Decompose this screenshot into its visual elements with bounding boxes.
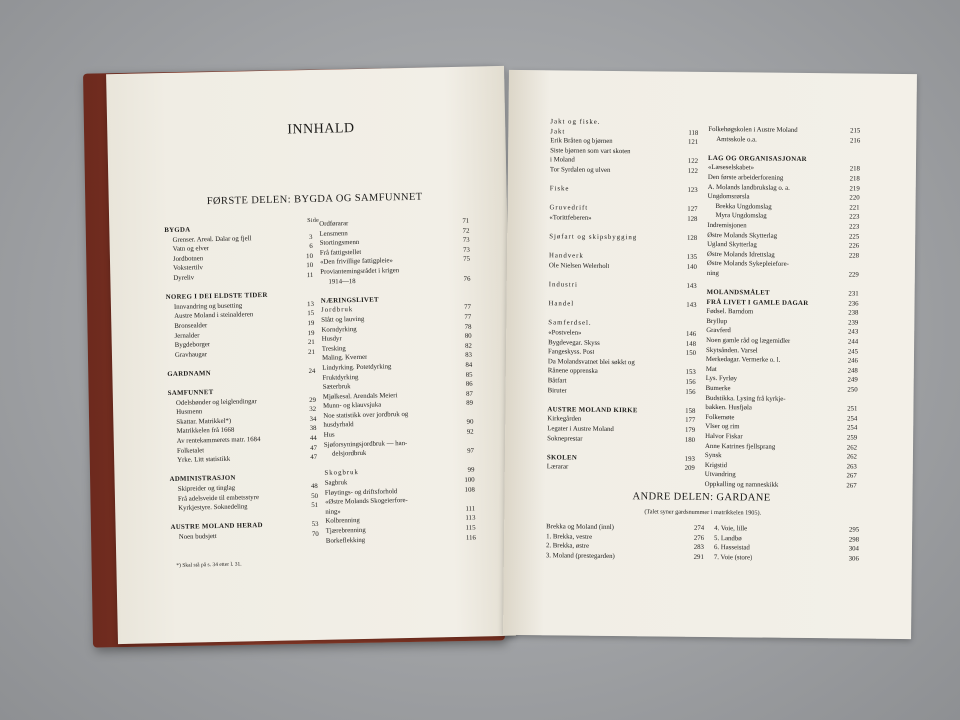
entry-title: Grenser. Areal. Dalar og fjell [172,234,252,244]
entry-title: Da Molandsvatnet blei søkkt og [547,358,635,367]
page-number: 153 [685,369,696,377]
entry-title: 5. Landbø [714,534,742,542]
entry-title: Brekka Ungdomslag [715,202,772,211]
page-number: 143 [686,302,697,310]
entry-title: «Den frivillige fattigpleie» [319,257,393,267]
entry-title: Innvandring og busetting [173,302,243,311]
page-number: 193 [684,455,695,463]
entry-title: Husdyr [321,335,342,343]
entry-title: Mat [705,365,717,373]
page-number: 259 [846,434,858,442]
section-title: NÆRINGSLIVET [320,296,379,305]
page-number: 92 [466,428,474,436]
page-number: 276 [693,534,705,542]
entry-title: Austre Moland i steinalderen [174,311,254,321]
page-number: 87 [465,390,473,398]
page-number: 245 [847,348,859,356]
page-number: 128 [686,234,698,242]
page-number: 127 [687,206,698,214]
entry-title: Ole Nielsen Welerholt [548,262,610,270]
page-number: 76 [463,275,471,283]
entry-title: Lærarar [546,463,569,471]
side-label: Side [307,217,320,225]
page-number: 78 [464,323,472,331]
section-title: AUSTRE MOLAND KIRKE [547,406,638,415]
page-number: 298 [848,536,860,544]
entry-title: Gruvedrift [549,204,589,213]
toc-column-d [705,125,861,491]
entry-title: Frå adelsveide til embetsstyre [177,493,260,503]
section-title: ADMINISTRASJON [169,475,236,484]
toc-entry [326,533,476,546]
entry-title: Gravhaugar [174,350,208,359]
entry-title: Erik Bråten og bjørnen [550,137,613,146]
entry-title: Noen budsjett [178,533,217,541]
entry-title: Vatn og elver [172,245,210,254]
page-number: 177 [685,417,696,425]
page-number: 19 [307,329,315,337]
page-number: 83 [465,351,473,360]
entry-title: Industri [548,281,578,289]
entry-title: Tresking [321,344,346,353]
page-number: 219 [849,185,860,193]
page-number: 263 [846,463,857,471]
page-number: 11 [306,271,314,280]
entry-title: 4. Voie, lille [714,525,748,533]
page-number: 239 [848,319,859,327]
entry-title: Jordbruk [320,306,354,315]
page-number: 32 [309,406,317,414]
page-number: 100 [464,476,475,484]
entry-title: «Torittfeberen» [549,214,592,222]
section-title: BYGDA [164,226,191,235]
page-number: 216 [850,137,861,145]
section-title: SAMFUNNET [167,389,214,398]
page-number: 238 [848,309,859,317]
entry-title: Hus [323,431,335,439]
entry-title: Folkemøte [705,413,735,422]
entry-title: Bryllup [706,317,728,326]
page-number: 244 [847,338,859,346]
toc-entry [705,480,857,491]
page-number: 75 [463,256,471,264]
page-number: 77 [464,313,472,321]
entry-title: Jakt [550,127,566,136]
entry-title: Borkeflekking [325,536,366,545]
footnote: *) Skal stå på s. 34 etter l. 31. [176,561,242,569]
page-number: 254 [847,415,858,423]
page-number: 21 [307,339,315,347]
entry-title: Stortingsmenn [319,239,360,247]
entry-title: Husmenn [176,408,203,417]
part-two-note: (Talet syner gardsnummer i matrikkelen 1905). [644,508,762,517]
page-number: 156 [685,378,696,386]
page-number: 70 [311,530,319,539]
page-number: 122 [687,158,699,166]
page-number: 274 [693,524,705,532]
page-number: 223 [849,213,860,221]
entry-title: Halvor Fiskar [705,432,743,441]
page-number: 97 [467,447,475,455]
entry-title: Sæterbruk [322,383,351,391]
page-number: 73 [462,246,470,254]
page-number: 179 [684,426,696,434]
page-number: 158 [685,407,696,415]
page-number: 10 [306,252,314,260]
page-number: 50 [311,492,319,500]
entry-title: Skattar. Matrikkel*) [176,417,232,426]
page-number: 118 [688,129,699,137]
entry-title: Dyreliv [173,274,195,282]
entry-title: Utvandring [704,471,736,479]
page-number: 34 [309,415,317,423]
entry-title: Myra Ungdomslag [715,212,767,220]
left-page [106,66,516,644]
entry-title: Bumerke [705,384,731,393]
entry-title: Ungdomsrørsla [707,193,750,201]
entry-title: Østre Molands Skytterlag [707,231,778,240]
entry-title: Skipreider og tinglag [177,484,236,493]
page-number: 262 [846,444,858,452]
page-number: 209 [684,465,695,473]
entry-title: Bygdevegar. Skyss [548,338,600,347]
page-number: 143 [686,282,697,290]
page-number: 283 [693,544,705,552]
entry-title: Slått og lauving [321,315,365,324]
page-number: 47 [310,454,318,462]
section-title: LAG OG ORGANISASJONAR [708,154,807,163]
page-number: 44 [309,434,317,443]
toc-entry [546,551,704,562]
entry-title: Lensmenn [319,229,348,238]
entry-title: Kirkegården [547,415,582,424]
page-number: 19 [307,319,315,328]
entry-title: 6. Hasseistad [713,544,750,552]
page-number: 236 [848,300,859,308]
page-number: 267 [846,472,857,480]
entry-title: Lindyrking. Potetdyrking [322,363,392,372]
entry-title: Fiske [549,185,570,193]
page-number: 77 [464,303,472,312]
entry-title: Handel [548,300,575,308]
entry-title: Maling. Kverner [322,354,368,363]
entry-title: Gravferd [706,327,731,335]
page-number: 121 [687,138,699,147]
entry-title: Østre Molands Idrettslag [707,250,775,259]
page-number: 6 [309,243,313,251]
page-number: 215 [850,127,861,135]
entry-title: Rånene opprenska [547,367,598,376]
page-number: 218 [849,175,860,183]
page-number: 10 [306,262,314,270]
page-number: 248 [847,367,858,375]
entry-title: Tor Syrdalen og ulven [549,166,611,174]
page-number: 220 [849,194,860,202]
page-number: 85 [465,371,473,379]
toc-entry [549,232,697,243]
entry-title: A. Molands landbrukslag o. a. [707,183,790,192]
page-number: 21 [308,348,316,356]
entry-title: bakken. Husfjøla [705,404,752,412]
entry-title: Kolbrenning [325,517,360,526]
entry-title: Synsk [704,452,722,460]
entry-title: Sokneprestar [547,434,583,443]
entry-title: 1914—18 [328,277,356,286]
entry-title: Anne Katrines fjellsprang [705,442,776,451]
entry-title: Samferdsel. [548,319,592,328]
page-number: 47 [310,444,318,452]
entry-title: Av rentekammerets matr. 1684 [176,436,261,445]
page-number: 90 [466,419,474,427]
entry-title: Ordførarar [319,220,349,228]
toc-column-b [319,217,476,546]
page-number: 254 [846,424,858,432]
entry-title: Sjøforsyningsjordbruk — han- [323,439,408,449]
page-number: 223 [849,223,860,231]
entry-title: 3. Moland (prestegarden) [545,552,615,560]
entry-title: Bronsealder [174,322,208,330]
entry-title: Fruktdyrking [322,373,359,382]
entry-title: Noe statistikk over jordbruk og [323,410,409,420]
page-number: 15 [307,310,315,318]
page-number: 221 [849,204,860,212]
contents-title: INNHALD [287,121,355,138]
section-title: SKOLEN [546,454,578,462]
page-number: 249 [847,376,858,384]
part-two-heading: ANDRE DELEN: GARDANE [632,491,771,504]
page-number: 122 [687,167,698,175]
entry-title: Fløytings- og driftsforhold [324,487,398,497]
page-number: 228 [848,252,860,260]
toc-column-c [547,117,699,473]
page-number: 89 [466,399,474,408]
entry-title: 2. Brekka, østre [545,542,590,550]
page-number: 116 [465,534,476,542]
toc-entry [714,553,859,564]
entry-title: «Læseselskabet» [707,164,755,172]
page-number: 73 [462,236,470,244]
page-number: 304 [848,545,860,553]
entry-title: Merkedagar. Vermerke o. l. [705,356,781,364]
toc-entry [171,530,319,543]
farms-column-right [714,524,859,564]
entry-title: Bygdeborger [174,341,211,349]
page-number: 180 [684,436,696,444]
entry-title: delsjordbruk [332,450,367,458]
entry-title: Lys. Fyrløy [705,375,738,383]
section-title: NOREG I DEI ELDSTE TIDER [165,292,268,302]
entry-title: Frå fattigstellet [319,248,362,257]
entry-title: Proviantemingsrådet i krigen [320,267,400,276]
entry-title: Fødsel. Barndom [706,308,754,316]
page-number: 72 [462,227,470,235]
page-number: 135 [686,254,698,262]
entry-title: Vlser og rim [705,423,740,431]
entry-title: Kyrkjestyre. Soknedeling [178,503,248,513]
entry-title: i Moland [549,156,575,164]
page-number: 82 [464,342,472,350]
page-number: 267 [846,482,857,490]
page-number: 246 [847,357,858,365]
section-title: AUSTRE MOLAND HERAD [170,522,263,532]
right-page [503,70,917,639]
section-title: MOLANDSMÅLET [706,289,770,297]
page-number: 115 [465,524,476,532]
page-number: 243 [847,328,859,337]
entry-title: «Østre Molands Skogeierfore- [325,497,408,506]
page-number: 113 [465,514,476,523]
entry-title: Vokstertilv [173,264,203,273]
page-number: 111 [465,505,476,513]
toc-entry [707,259,859,270]
entry-title: Tjærebrenning [325,526,366,535]
entry-title: 7. Voie (store) [713,553,753,562]
entry-title: Folkehøgskolen i Austre Moland [708,125,798,134]
page-number: 156 [685,388,696,396]
page-number: 295 [848,526,860,534]
entry-title: Brekka og Moland (innl) [546,523,615,532]
page-number: 24 [308,367,316,375]
entry-title: Båtfart [547,377,567,385]
entry-title: Sjøfart og skipsbygging [549,233,638,242]
page-number: 251 [847,405,858,413]
entry-title: Fangeskyss. Post [547,348,595,357]
entry-title: Munn- og klauvsjuka [323,401,382,411]
page-number: 123 [687,186,698,195]
page-number: 225 [849,232,860,241]
entry-title: Jordbotnen [172,255,204,263]
part-one-heading: FØRSTE DELEN: BYGDA OG SAMFUNNET [206,191,423,208]
entry-title: Den første arbeiderforening [707,173,784,182]
page-number: 108 [464,486,475,494]
entry-title: Skytsånden. Varsel [706,346,758,355]
entry-title: Amtsskole o.a. [716,135,757,144]
toc-column-a [164,223,319,543]
entry-title: Østre Molands Sykepleiefore- [706,260,789,269]
entry-title: Oppkalling og namneskikk [704,480,779,489]
entry-title: Handverk [548,252,584,260]
page-number: 140 [686,263,697,271]
entry-title: Mjølkesal. Arendals Meieri [322,391,398,401]
entry-title: Indremisjonen [707,221,747,230]
page-number: 150 [685,349,697,358]
entry-title: ning [706,269,719,277]
entry-title: Yrke. Litt statistikk [177,455,231,465]
entry-title: husdyrhald [323,421,354,430]
page-number: 86 [465,380,473,388]
entry-title: Jernalder [174,331,200,340]
entry-title: Legater i Austre Moland [547,425,614,433]
page-number: 306 [848,555,859,563]
entry-title: ning» [325,508,341,516]
section-title: FRÅ LIVET I GAMLE DAGAR [706,298,809,307]
page-number: 38 [309,425,317,433]
entry-title: Matrikkelen frå 1668 [176,427,235,436]
entry-title: Budstikka. Lysing frå kyrkje- [705,394,786,403]
entry-title: Odelsbønder og leiglendingar [175,397,257,407]
page-number: 84 [465,361,473,369]
entry-title: Korndyrking [321,325,357,334]
entry-title: Krigstid [704,461,728,469]
page-number: 262 [846,453,857,461]
entry-title: Skogbruk [324,469,359,478]
entry-title: Ugland Skytterlag [707,241,757,249]
page-number: 51 [311,502,319,510]
page-number: 71 [462,217,470,225]
page-number: 80 [464,332,472,340]
page-number: 226 [848,242,860,250]
entry-title: Biruter [547,386,567,395]
page-number: 231 [848,290,859,298]
page-number: 291 [693,553,704,561]
page-number: 250 [847,386,858,394]
page-number: 29 [309,396,317,404]
page-number: 128 [687,215,698,223]
entry-title: «Postvelen» [548,329,582,337]
section-title: GARDNAMN [167,370,212,378]
toc-entry [547,463,695,474]
entry-title: Noen gamle råd og lægemidler [706,337,791,345]
entry-title: Siste bjørnen som vart skoten [550,147,631,155]
farms-column-left [546,522,704,562]
page-number: 53 [311,521,319,529]
entry-title: Jakt og fiske. [550,118,601,126]
entry-title: Folketalet [176,446,205,455]
page-number: 218 [849,165,860,173]
page-number: 3 [309,233,313,241]
page-number: 229 [848,271,859,279]
entry-title: Sagbruk [324,479,348,487]
page-number: 48 [310,482,318,491]
page-number: 99 [467,467,475,475]
page-number: 148 [685,340,697,348]
entry-title: 1. Brekka, vestre [546,532,593,541]
page-number: 13 [307,300,315,308]
page-number: 146 [685,330,697,338]
